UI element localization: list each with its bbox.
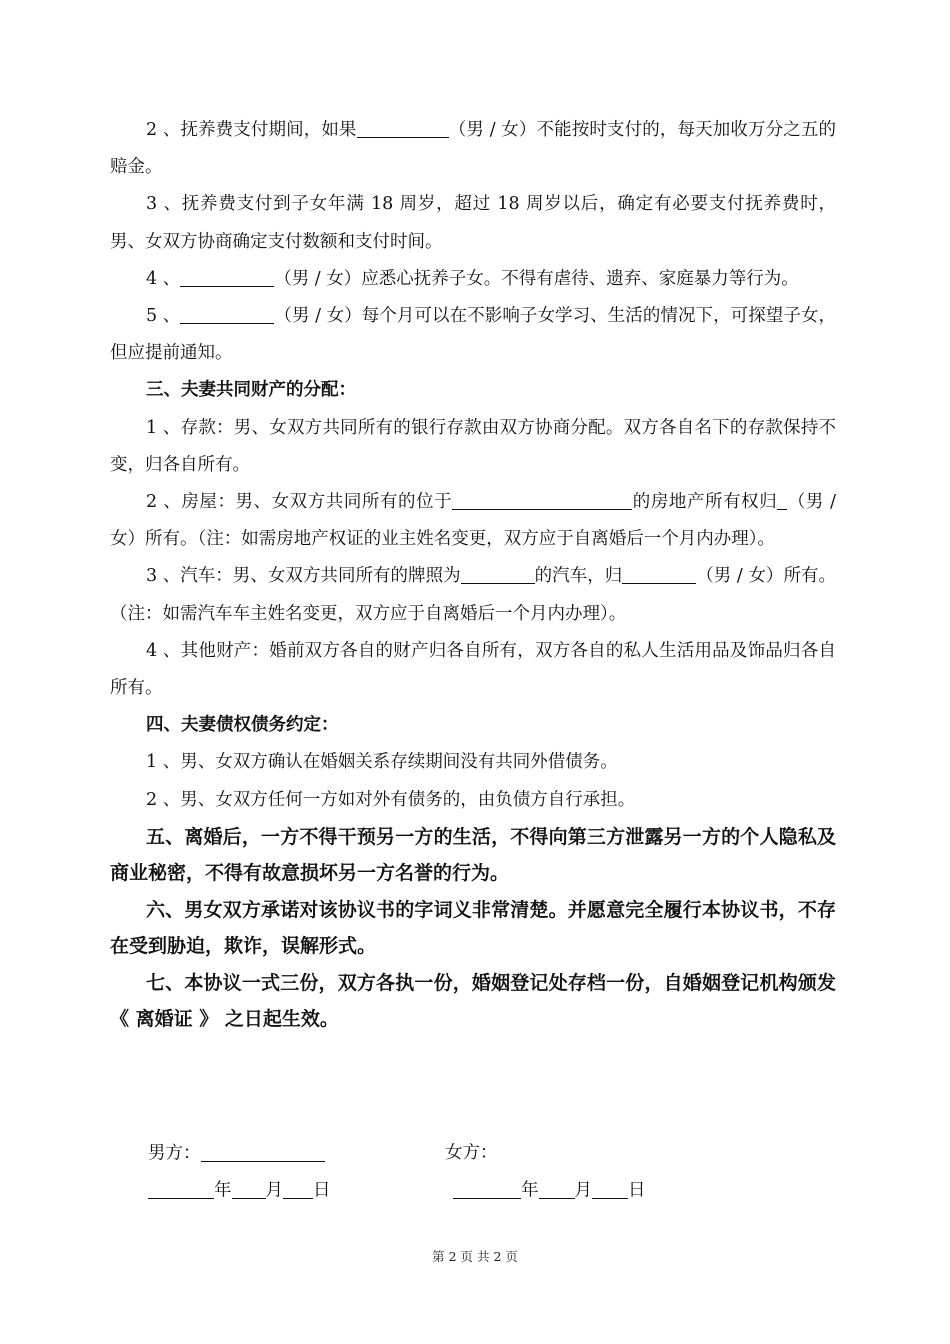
section-3-item-3: 3 、汽车：男、女双方共同所有的牌照为 的汽车，归 （男 / 女）所有。（注：如需汽车车主姓名变更，双方应于自离婚后一个月内办理）。 — [110, 566, 836, 624]
female-date-line: 年 月 日 — [453, 1180, 646, 1201]
female-signature-line: 女方： — [445, 1143, 498, 1163]
section-3-heading: 三、夫妻共同财产的分配： — [146, 380, 356, 401]
blank-line — [180, 306, 274, 325]
clause-4: 4 、 （男 / 女）应悉心抚养子女。不得有虐待、遗弃、家庭暴力等行为。 — [146, 268, 799, 289]
blank-line — [777, 492, 787, 511]
clause-5: 5 、 （男 / 女）每个月可以在不影响子女学习、生活的情况下，可探望子女，但应提前通知。 — [110, 306, 836, 364]
section-5: 五、离婚后，一方不得干预另一方的生活，不得向第三方泄露另一方的个人隐私及商业秘密，不得有故意损坏另一方名誉的行为。 — [110, 825, 836, 885]
section-6: 六、男女双方承诺对该协议书的字词义非常清楚。并愿意完全履行本协议书，不存在受到胁迫，欺诈，误解形式。 — [110, 898, 836, 958]
blank-line — [622, 566, 696, 585]
male-signature-line: 男方： — [148, 1143, 325, 1164]
blank-line — [232, 1180, 266, 1199]
section-4-item-1: 1 、男、女双方确认在婚姻关系存续期间没有共同外借债务。 — [146, 752, 618, 773]
section-4-heading: 四、夫妻债权债务约定： — [146, 715, 339, 736]
blank-line — [452, 492, 632, 511]
section-4-item-2: 2 、男、女双方任何一方如对外有债务的，由负债方自行承担。 — [146, 789, 636, 810]
clause-2: 2 、抚养费支付期间，如果 （男 / 女）不能按时支付的，每天加收万分之五的赔金。 — [110, 120, 836, 178]
page-number: 第 2 页 共 2 页 — [432, 1249, 518, 1264]
blank-line — [201, 1143, 325, 1162]
section-7: 七、本协议一式三份，双方各执一份，婚姻登记处存档一份，自婚姻登记机构颁发《 离婚证 》 之日起生效。 — [110, 971, 836, 1031]
document-body — [110, 112, 836, 1038]
male-date-line: 年 月 日 — [148, 1180, 331, 1201]
blank-line — [357, 120, 449, 139]
blank-line — [539, 1180, 575, 1199]
section-3-item-4: 4 、其他财产：婚前双方各自的财产归各自所有，双方各自的私人生活用品及饰品归各自所有。 — [110, 640, 836, 699]
blank-line — [180, 268, 274, 287]
blank-line — [592, 1180, 628, 1199]
clause-3: 3 、抚养费支付到子女年满 18 周岁，超过 18 周岁以后，确定有必要支付抚养费时，男、女双方协商确定支付数额和支付时间。 — [110, 194, 836, 252]
section-3-item-2: 2 、房屋：男、女双方共同所有的位于 的房地产所有权归 （男 / 女）所有。（注：如需房地产权证的业主姓名变更，双方应于自离婚后一个月内办理）。 — [110, 492, 836, 550]
blank-line — [453, 1180, 521, 1199]
blank-line — [283, 1180, 313, 1199]
blank-line — [461, 566, 535, 585]
blank-line — [148, 1180, 214, 1199]
section-3-item-1: 1 、存款：男、女双方共同所有的银行存款由双方协商分配。双方各自名下的存款保持不变，归各自所有。 — [110, 417, 836, 475]
